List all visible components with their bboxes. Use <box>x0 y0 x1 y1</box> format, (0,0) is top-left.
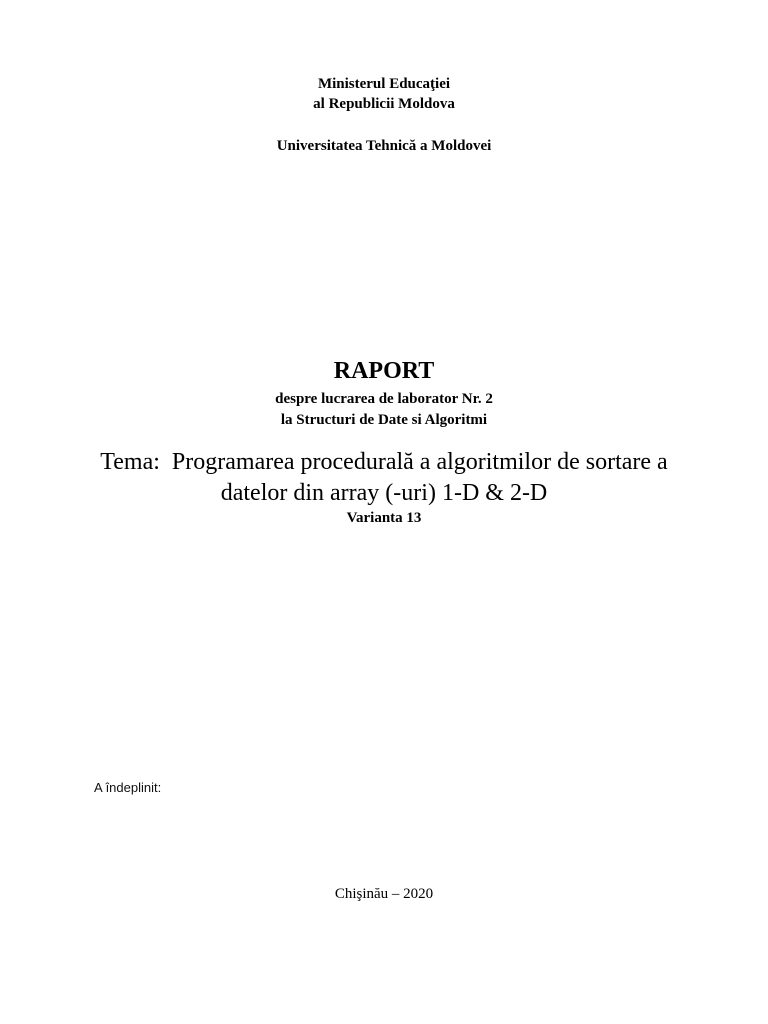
report-theme-line-1: Tema: Programarea procedurală a algoritmilor de sortare a <box>100 449 668 475</box>
author-label: A îndeplinit: <box>94 780 162 795</box>
place-date-footer: Chişinău – 2020 <box>334 886 434 902</box>
report-subtitle-line-1: despre lucrarea de laborator Nr. 2 <box>275 391 493 407</box>
report-title: RAPORT <box>333 358 435 384</box>
ministry-name-line-1: Ministerul Educaţiei <box>317 76 451 92</box>
report-subtitle-line-2: la Structuri de Date si Algoritmi <box>280 412 488 428</box>
report-theme-line-2: datelor din array (-uri) 1-D & 2-D <box>220 480 548 506</box>
university-name: Universitatea Tehnică a Moldovei <box>276 138 492 154</box>
ministry-name-line-2: al Republicii Moldova <box>313 96 455 112</box>
report-variant: Varianta 13 <box>346 510 422 526</box>
